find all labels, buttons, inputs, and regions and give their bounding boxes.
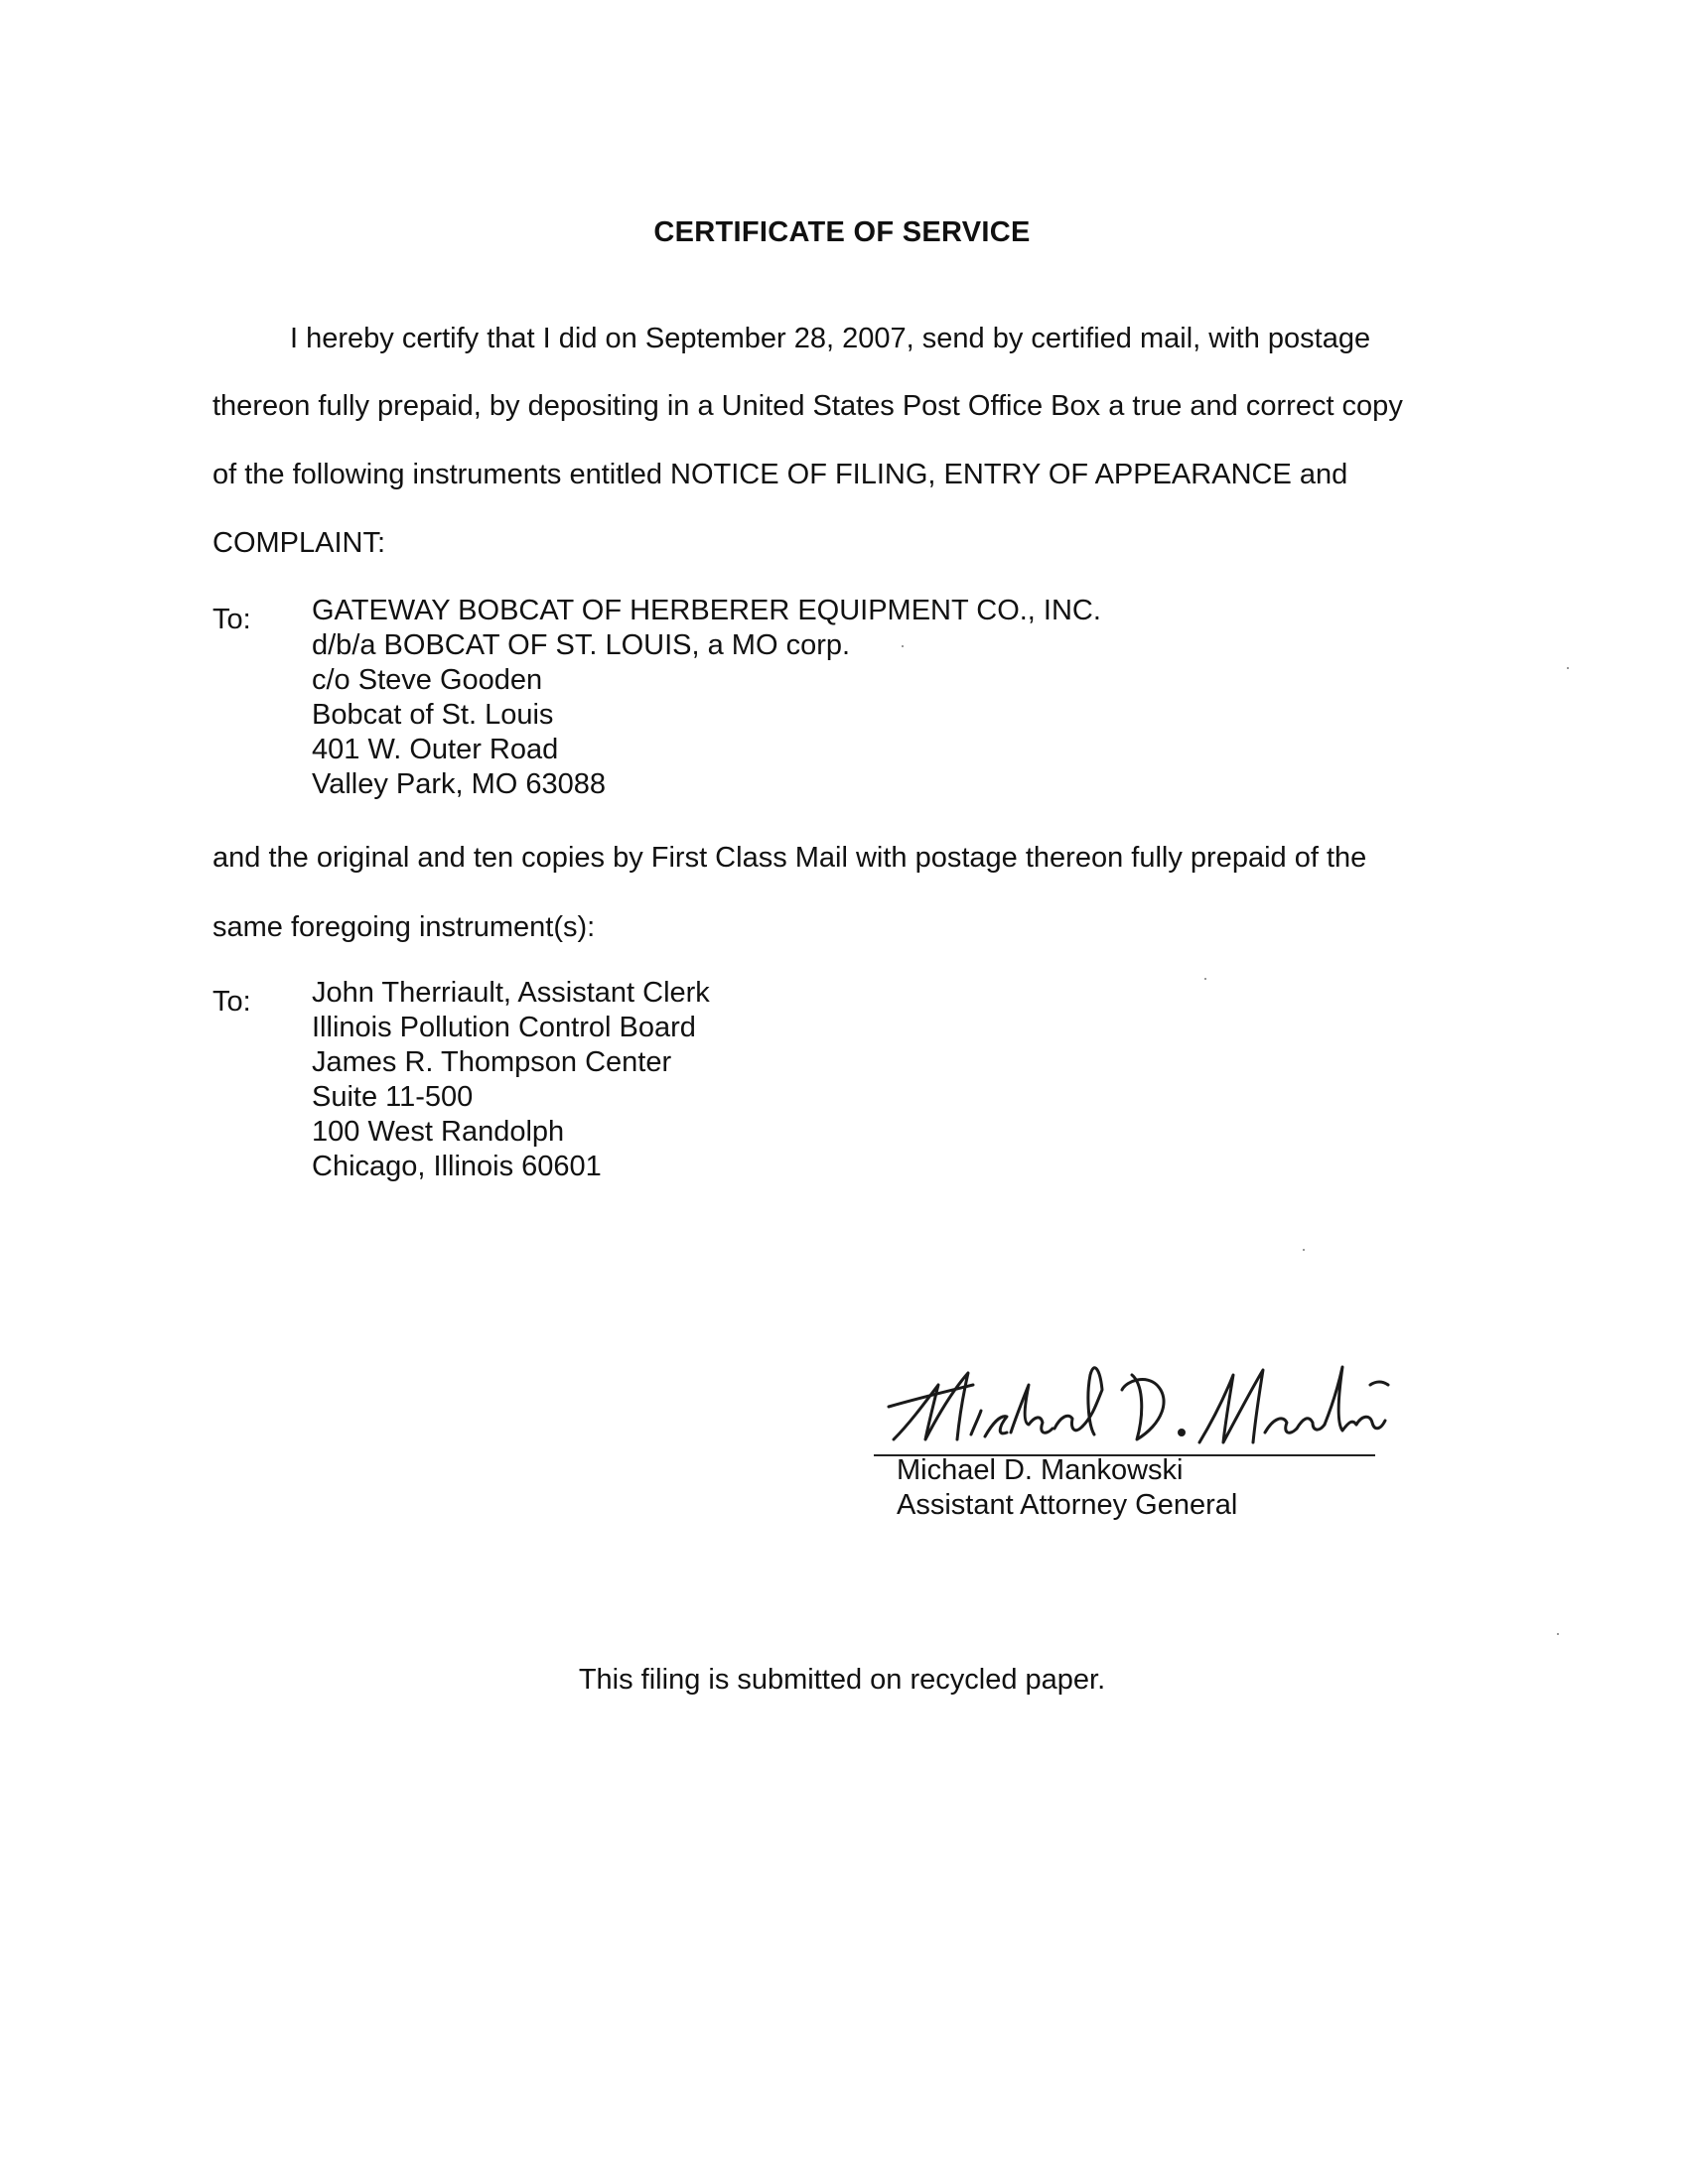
document-title: CERTIFICATE OF SERVICE [653,216,1031,248]
paragraph1-line-4: COMPLAINT: [212,527,386,559]
scan-speck [1567,667,1569,669]
recipient2-line-4: Suite 11-500 [312,1081,474,1113]
recipient2-line-6: Chicago, Illinois 60601 [312,1151,602,1182]
paragraph1-line-3: of the following instruments entitled NOTICE OF FILING, ENTRY OF APPEARANCE and [212,459,1348,490]
signer-role: Assistant Attorney General [897,1489,1238,1521]
recipient2-line-5: 100 West Randolph [312,1116,565,1148]
paragraph2-line-1: and the original and ten copies by First Class Mail with postage thereon fully prepaid of the [212,842,1367,874]
recipient1-line-6: Valley Park, MO 63088 [312,768,607,800]
scan-speck [1303,1249,1305,1251]
recipient1-line-5: 401 W. Outer Road [312,734,559,765]
recipient2-line-3: James R. Thompson Center [312,1046,672,1078]
scan-speck [902,645,904,647]
recipient1-line-4: Bobcat of St. Louis [312,699,554,731]
paragraph2-line-2: same foregoing instrument(s): [212,911,596,943]
recipient2-address [312,976,710,1184]
footer-note: This filing is submitted on recycled paper. [578,1664,1106,1696]
recipient1-address [312,594,1101,802]
recipient1-line-1: GATEWAY BOBCAT OF HERBERER EQUIPMENT CO., INC. [312,595,1101,626]
paragraph1-line-1: I hereby certify that I did on September 28, 2007, send by certified mail, with postage [290,323,1371,354]
recipient2-line-1: John Therriault, Assistant Clerk [312,977,710,1009]
recipient1-line-3: c/o Steve Gooden [312,664,543,696]
signature-graphic [884,1345,1400,1454]
scan-speck [1204,978,1206,980]
recipient1-to-label: To: [212,604,251,635]
scan-speck [1557,1633,1559,1635]
recipient2-line-2: Illinois Pollution Control Board [312,1012,696,1043]
paragraph1-line-2: thereon fully prepaid, by depositing in a United States Post Office Box a true and correct copy [212,390,1403,422]
signer-name: Michael D. Mankowski [897,1454,1184,1486]
recipient1-line-2: d/b/a BOBCAT OF ST. LOUIS, a MO corp. [312,629,851,661]
recipient2-to-label: To: [212,986,251,1018]
handwritten-signature [884,1345,1400,1454]
signer-block [897,1453,1237,1523]
